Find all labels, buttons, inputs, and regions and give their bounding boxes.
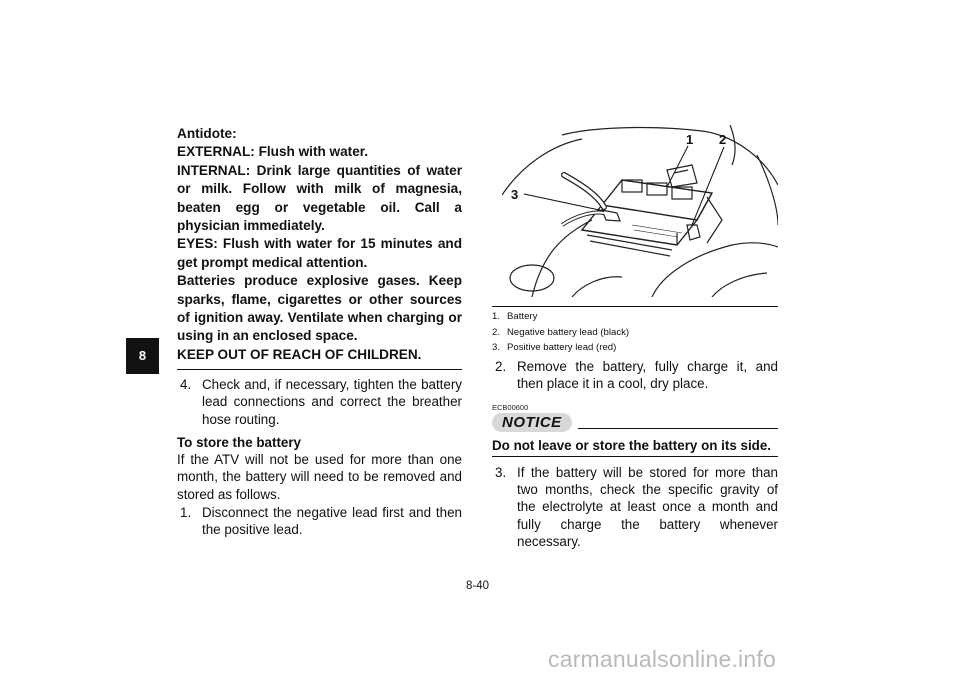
watermark: carmanualsonline.info — [548, 646, 776, 672]
warning-line: Antidote: — [177, 126, 237, 141]
battery-diagram — [502, 125, 778, 297]
step-text: If the battery will be stored for more than two months, check the specific gravity of the electrolyte at least once a month and fully charge the battery whenever necessary. — [517, 465, 778, 549]
step-3 — [492, 464, 778, 550]
step-1 — [177, 504, 462, 538]
figure-captions — [492, 306, 778, 356]
notice-block — [492, 403, 778, 556]
caption-item: 2. Negative battery lead (black) — [492, 326, 630, 338]
step-number: 3. — [495, 465, 507, 480]
chapter-tab: 8 — [126, 338, 159, 374]
right-steps — [492, 358, 778, 398]
page-number: 8-40 — [466, 580, 490, 592]
caption-item: 1. Battery — [492, 311, 538, 322]
warning-line: EXTERNAL: Flush with water. — [177, 144, 369, 160]
caption-item: 3. Positive battery lead (red) — [492, 342, 617, 353]
notice-rule — [578, 428, 778, 429]
step-2 — [492, 358, 778, 392]
warning-line: Batteries produce explosive gases. Keep sparks, flame, cigarettes or other sources of ignition away. Ventilate when charging or using in an enclosed space. — [177, 273, 462, 344]
notice-code: ECB00600 — [492, 403, 529, 412]
warning-divider — [177, 369, 462, 370]
step-4 — [177, 376, 462, 428]
notice-text: Do not leave or store the battery on its side. — [492, 438, 778, 457]
step-number: 1. — [180, 504, 192, 520]
battery-illustration — [502, 125, 778, 297]
callout-1: 1 — [686, 132, 694, 147]
step-text: Disconnect the negative lead first and then the positive lead. — [202, 504, 462, 537]
step-number: 2. — [495, 359, 507, 374]
notice-header — [492, 413, 778, 432]
step-number: 4. — [180, 377, 192, 393]
notice-badge: NOTICE — [492, 413, 572, 432]
step-text: Check and, if necessary, tighten the battery lead connections and correct the breather hose routing. — [202, 377, 462, 427]
step-text: Remove the battery, fully charge it, and then place it in a cool, dry place. — [517, 359, 778, 392]
left-column — [177, 125, 462, 544]
warning-block — [177, 125, 462, 364]
callout-2: 2 — [719, 132, 727, 147]
section-heading: To store the battery — [177, 434, 302, 450]
section-intro: If the ATV will not be used for more than one month, the battery will need to be removed and stored as follows. — [177, 452, 462, 502]
warning-line: EYES: Flush with water for 15 minutes and get prompt medical attention. — [177, 236, 462, 270]
warning-line: INTERNAL: Drink large quantities of water or milk. Follow with milk of magnesia, beaten egg or vegetable oil. Call a physician immediately. — [177, 162, 462, 234]
warning-line: KEEP OUT OF REACH OF CHILDREN. — [177, 346, 422, 362]
callout-3: 3 — [511, 187, 519, 202]
